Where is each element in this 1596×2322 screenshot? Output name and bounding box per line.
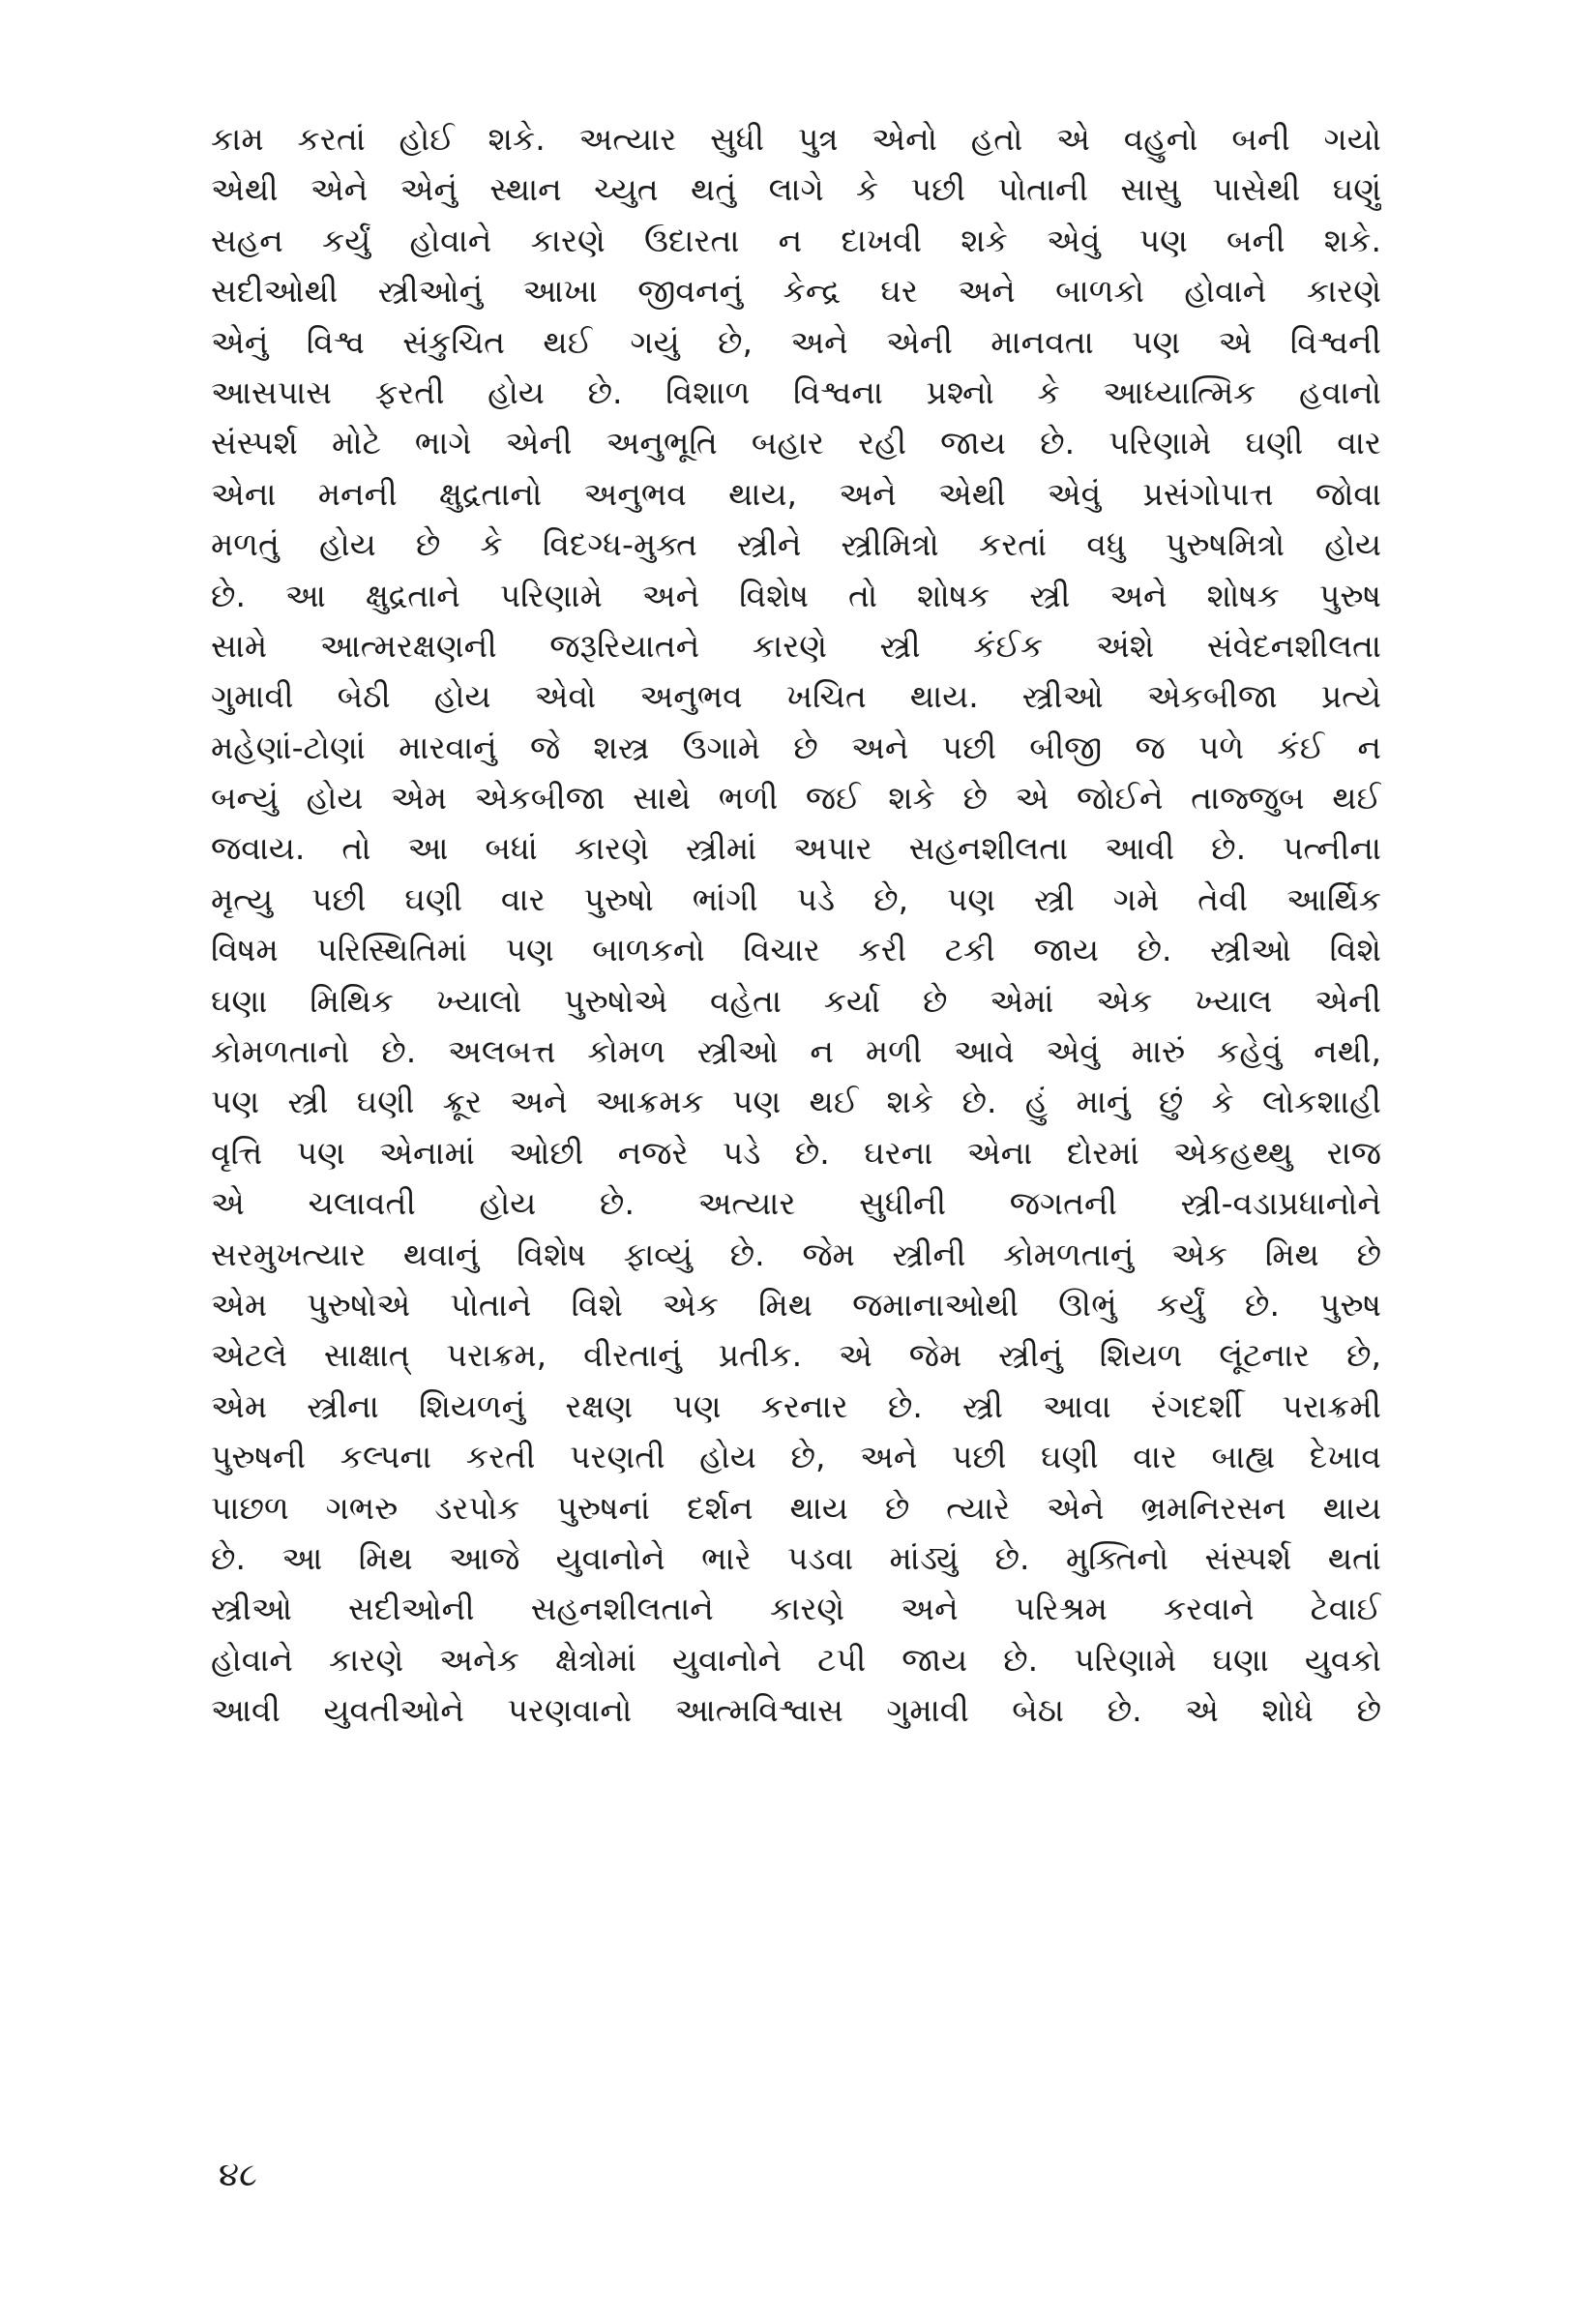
- text-line: મહેણાં-ટોણાં મારવાનું જે શસ્ત્ર ઉગામે છે અને પછી બીજી જ પળે કંઈ ન: [211, 728, 1381, 766]
- text-line: એથી એને એનું સ્થાન ચ્યુત થતું લાગે કે પછી પોતાની સાસુ પાસેથી ઘણું: [211, 170, 1381, 209]
- text-line: એમ સ્ત્રીના શિયળનું રક્ષણ પણ કરનાર છે. સ્ત્રી આવા રંગદર્શી પરાક્રમી: [211, 1386, 1381, 1425]
- text-line: છે. આ મિથ આજે યુવાનોને ભારે પડવા માંડ્યું છે. મુક્તિનો સંસ્પર્શ થતાં: [211, 1538, 1381, 1577]
- text-line: એ ચલાવતી હોય છે. અત્યાર સુધીની જગતની સ્ત્રી-વડાપ્રધાનોને: [211, 1184, 1381, 1223]
- text-line: આસપાસ ફરતી હોય છે. વિશાળ વિશ્વના પ્રશ્નો કે આધ્યાત્મિક હવાનો: [211, 372, 1381, 411]
- page-number: ૪૮: [219, 2156, 257, 2194]
- text-line: ગુમાવી બેઠી હોય એવો અનુભવ ખચિત થાય. સ્ત્રીઓ એકબીજા પ્રત્યે: [211, 677, 1381, 716]
- text-line: સદીઓથી સ્ત્રીઓનું આખા જીવનનું કેન્દ્ર ઘર અને બાળકો હોવાને કારણે: [211, 272, 1381, 311]
- text-line: વૃત્તિ પણ એનામાં ઓછી નજરે પડે છે. ઘરના એના દોરમાં એકહથ્થુ રાજ: [211, 1133, 1381, 1172]
- text-line: સરમુખત્યાર થવાનું વિશેષ ફાવ્યું છે. જેમ સ્ત્રીની કોમળતાનું એક મિથ છે: [211, 1235, 1381, 1273]
- text-line: સંસ્પર્શ મોટે ભાગે એની અનુભૂતિ બહાર રહી જાય છે. પરિણામે ઘણી વાર: [211, 424, 1381, 462]
- text-line: એનું વિશ્વ સંકુચિત થઈ ગયું છે, અને એની માનવતા પણ એ વિશ્વની: [211, 322, 1381, 361]
- text-line: કામ કરતાં હોઈ શકે. અત્યાર સુધી પુત્ર એનો હતો એ વહુનો બની ગયો: [211, 120, 1381, 158]
- text-line: જવાય. તો આ બધાં કારણે સ્ત્રીમાં અપાર સહનશીલતા આવી છે. પત્નીના: [211, 829, 1381, 868]
- text-line: એના મનની ક્ષુદ્રતાનો અનુભવ થાય, અને એથી એવું પ્રસંગોપાત્ત જોવા: [211, 474, 1381, 513]
- text-line: એટલે સાક્ષાત્ પરાક્રમ, વીરતાનું પ્રતીક. એ જેમ સ્ત્રીનું શિયળ લૂંટનાર છે,: [211, 1336, 1381, 1375]
- text-line: ઘણા મિથિક ખ્યાલો પુરુષોએ વહેતા કર્યા છે એમાં એક ખ્યાલ એની: [211, 981, 1381, 1020]
- text-line: સામે આત્મરક્ષણની જરૂરિયાતને કારણે સ્ત્રી કંઈક અંશે સંવેદનશીલતા: [211, 626, 1381, 665]
- text-line: પણ સ્ત્રી ઘણી ક્રૂર અને આક્રમક પણ થઈ શકે છે. હું માનું છું કે લોકશાહી: [211, 1083, 1381, 1121]
- text-line: વિષમ પરિસ્થિતિમાં પણ બાળકનો વિચાર કરી ટકી જાય છે. સ્ત્રીઓ વિશે: [211, 931, 1381, 969]
- text-line: આવી યુવતીઓને પરણવાનો આત્મવિશ્વાસ ગુમાવી બેઠા છે. એ શોધે છે: [211, 1691, 1381, 1730]
- text-line: કોમળતાનો છે. અલબત્ત કોમળ સ્ત્રીઓ ન મળી આવે એવું મારું કહેવું નથી,: [211, 1032, 1381, 1071]
- text-line: મૃત્યુ પછી ઘણી વાર પુરુષો ભાંગી પડે છે, પણ સ્ત્રી ગમે તેવી આર્થિક: [211, 879, 1381, 918]
- text-line: હોવાને કારણે અનેક ક્ષેત્રોમાં યુવાનોને ટપી જાય છે. પરિણામે ઘણા યુવકો: [211, 1640, 1381, 1679]
- text-line: પુરુષની કલ્પના કરતી પરણતી હોય છે, અને પછી ઘણી વાર બાહ્ય દેખાવ: [211, 1438, 1381, 1476]
- text-line: સહન કર્યું હોવાને કારણે ઉદારતા ન દાખવી શકે એવું પણ બની શકે.: [211, 221, 1381, 259]
- text-line: સ્ત્રીઓ સદીઓની સહનશીલતાને કારણે અને પરિશ્રમ કરવાને ટેવાઈ: [211, 1590, 1381, 1628]
- text-line: પાછળ ગભરુ ડરપોક પુરુષનાં દર્શન થાય છે ત્યારે એને ભ્રમનિરસન થાય: [211, 1488, 1381, 1527]
- text-line: એમ પુરુષોએ પોતાને વિશે એક મિથ જમાનાઓથી ઊભું કર્યું છે. પુરુષ: [211, 1285, 1381, 1324]
- text-line: છે. આ ક્ષુદ્રતાને પરિણામે અને વિશેષ તો શોષક સ્ત્રી અને શોષક પુરુષ: [211, 576, 1381, 614]
- text-line: મળતું હોય છે કે વિદગ્ધ-મુક્ત સ્ત્રીને સ્ત્રીમિત્રો કરતાં વધુ પુરુષમિત્રો હોય: [211, 525, 1381, 564]
- text-line: બન્યું હોય એમ એકબીજા સાથે ભળી જઈ શકે છે એ જોઈને તાજ્જુબ થઈ: [211, 779, 1381, 818]
- body-text: [211, 114, 1381, 1737]
